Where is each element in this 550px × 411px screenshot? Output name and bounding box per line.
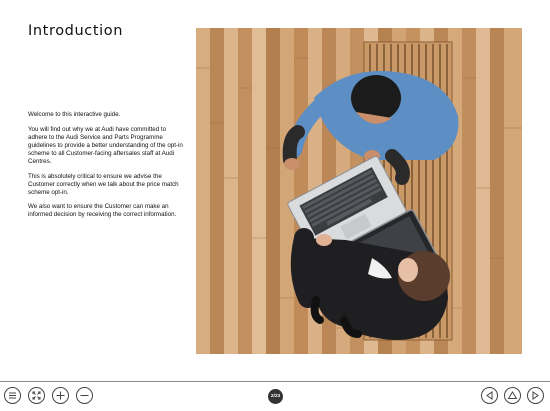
intro-text (28, 111, 186, 226)
zoom-out-icon[interactable] (76, 387, 93, 404)
intro-paragraph-critical: This is absolutely critical to ensure we advise the Customer correctly when we talk about the price match scheme opt-in. (28, 172, 179, 196)
intro-paragraph-commitment: You will find out why we at Audi have committed to adhere to the Audi Service and Parts Programme guidelines to provide a better understanding of the opt-in scheme to all Customer-facing aftersales staff at Audi Centres. (28, 125, 183, 165)
page-indicator: 2/23 (268, 389, 283, 404)
photo-illustration (196, 28, 522, 354)
next-icon[interactable] (527, 387, 544, 404)
zoom-in-icon[interactable] (52, 387, 69, 404)
slide-title: Introduction (28, 23, 124, 39)
home-icon[interactable] (504, 387, 521, 404)
menu-icon[interactable] (4, 387, 21, 404)
photo-two-people-laptop (196, 28, 522, 354)
intro-paragraph-informed: We also want to ensure the Customer can make an informed decision by receiving the correct information. (28, 203, 177, 219)
navigation-toolbar (0, 381, 550, 411)
fullscreen-icon[interactable] (28, 387, 45, 404)
intro-paragraph-welcome: Welcome to this interactive guide. (28, 111, 121, 118)
previous-icon[interactable] (481, 387, 498, 404)
